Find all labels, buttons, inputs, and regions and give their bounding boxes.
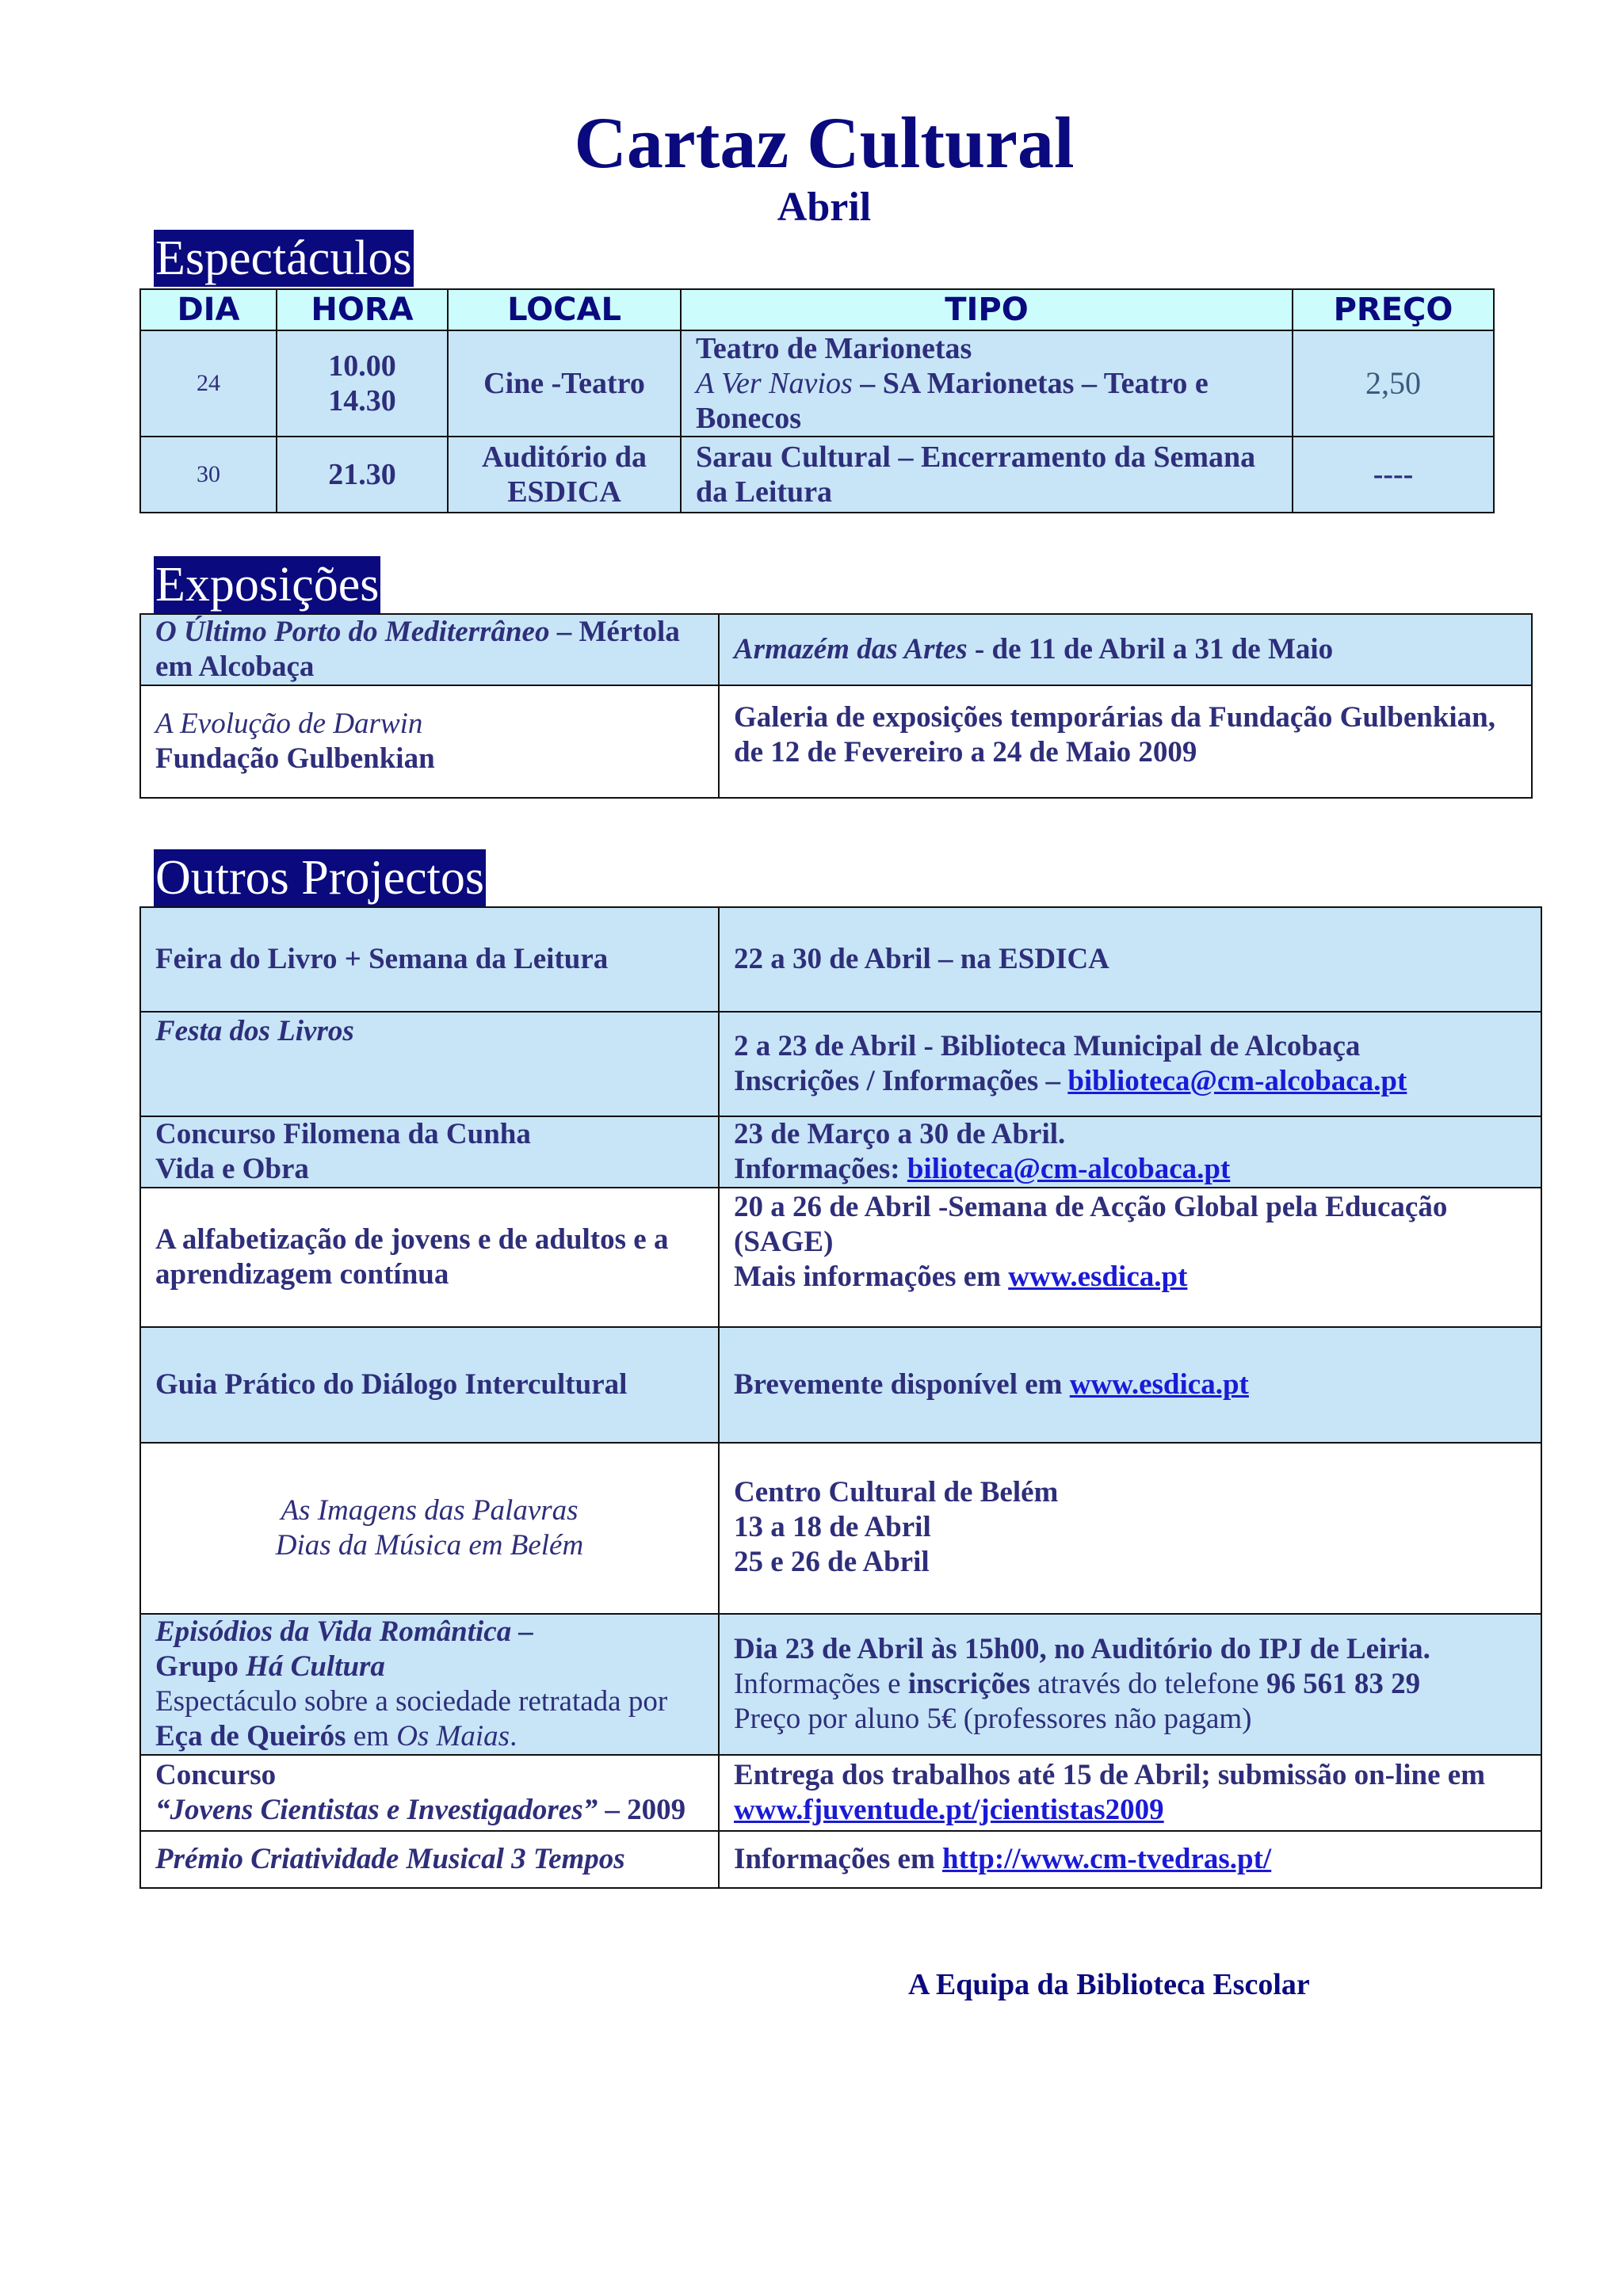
exposicoes-table: [139, 613, 1533, 799]
page-title: Cartaz Cultural: [574, 102, 1075, 183]
info-prefix: Inscrições / Informações –: [734, 1065, 1068, 1097]
projecto-info: [719, 1614, 1541, 1755]
email-link[interactable]: biblioteca@cm-alcobaca.pt: [1067, 1065, 1407, 1097]
name-part: em: [346, 1720, 397, 1753]
column-header-local: LOCAL: [448, 289, 681, 330]
outros-table: [139, 906, 1542, 1889]
info-line: 25 e 26 de Abril: [734, 1546, 930, 1578]
exposicao-venue: Fundação Gulbenkian: [155, 742, 435, 775]
projecto-name: Feira do Livro + Semana da Leitura: [140, 907, 719, 1012]
exposicao-info-cell: [719, 614, 1532, 685]
table-row: [140, 1327, 1541, 1443]
table-row: [140, 1116, 1541, 1188]
name-part: Há Cultura: [246, 1650, 385, 1683]
projecto-name: [140, 1116, 719, 1188]
table-row: [140, 1012, 1541, 1116]
projecto-name: Prémio Criatividade Musical 3 Tempos: [140, 1831, 719, 1888]
name-line: Espectáculo sobre a sociedade retratada por: [155, 1685, 668, 1718]
projecto-name: A alfabetização de jovens e de adultos e a aprendizagem contínua: [140, 1188, 719, 1327]
section-heading-outros: Outros Projectos: [155, 851, 485, 905]
name-part: .: [510, 1720, 517, 1753]
info-line: [734, 1260, 1526, 1295]
column-header-tipo: TIPO: [681, 289, 1293, 330]
website-link[interactable]: www.esdica.pt: [1008, 1261, 1188, 1293]
name-line: Vida e Obra: [155, 1153, 309, 1185]
info-prefix: Informações em: [734, 1843, 943, 1875]
projecto-name: [140, 1755, 719, 1831]
info-line: 23 de Março a 30 de Abril.: [734, 1118, 1066, 1150]
info-prefix: Mais informações em: [734, 1261, 1009, 1293]
exposicao-venue: Armazém das Artes: [734, 633, 968, 666]
info-part: através do telefone: [1029, 1668, 1266, 1700]
name-line: Episódios da Vida Romântica –: [155, 1615, 533, 1648]
table-row: [140, 1188, 1541, 1327]
name-part: Grupo: [155, 1650, 246, 1683]
cell-preco: 2,50: [1293, 330, 1494, 437]
email-link[interactable]: bilioteca@cm-alcobaca.pt: [907, 1153, 1231, 1185]
hora-line: 10.00: [328, 349, 396, 383]
cell-local: Cine -Teatro: [448, 330, 681, 437]
info-line: Centro Cultural de Belém: [734, 1476, 1059, 1508]
cell-local: Auditório da ESDICA: [448, 437, 681, 513]
name-line: [155, 1650, 704, 1684]
name-line: [155, 1719, 704, 1754]
cell-hora: 21.30: [277, 437, 448, 513]
name-part: Os Maias: [396, 1720, 510, 1753]
name-line: [155, 1793, 704, 1828]
column-header-dia: DIA: [140, 289, 277, 330]
exposicao-info-cell: Galeria de exposições temporárias da Fundação Gulbenkian, de 12 de Fevereiro a 24 de Maio 2009: [719, 685, 1532, 798]
name-part: “Jovens Cientistas e Investigadores”: [155, 1794, 598, 1826]
section-heading-exposicoes: Exposições: [155, 558, 380, 612]
exposicao-title: O Último Porto do Mediterrâneo: [155, 616, 550, 648]
table-row: [140, 437, 1494, 513]
info-part: inscrições: [907, 1668, 1030, 1700]
cell-tipo: [681, 330, 1293, 437]
table-row: [140, 330, 1494, 437]
tipo-line: Teatro de Marionetas: [696, 332, 972, 365]
info-line: [734, 1152, 1526, 1187]
exposicao-title-rest: – Mértola em Alcobaça: [155, 616, 680, 683]
projecto-info: [719, 1116, 1541, 1188]
projecto-info: [719, 1755, 1541, 1831]
exposicao-dates: - de 11 de Abril a 31 de Maio: [967, 633, 1334, 666]
info-part: Entrega dos trabalhos até: [734, 1759, 1063, 1791]
hora-line: 14.30: [328, 384, 396, 418]
table-row: [140, 907, 1541, 1012]
projecto-info: [719, 1327, 1541, 1443]
website-link[interactable]: www.fjuventude.pt/jcientistas2009: [734, 1794, 1164, 1826]
info-line: [734, 1793, 1526, 1828]
tipo-italic: A Ver Navios: [696, 367, 853, 400]
projecto-info: [719, 1831, 1541, 1888]
info-prefix: Informações:: [734, 1153, 907, 1185]
projecto-info: [719, 1188, 1541, 1327]
espectaculos-table: [139, 288, 1495, 513]
projecto-name: Guia Prático do Diálogo Intercultural: [140, 1327, 719, 1443]
info-line: [734, 1667, 1526, 1702]
section-heading-espectaculos: Espectáculos: [155, 231, 412, 285]
projecto-name: [140, 1614, 719, 1755]
info-prefix: Brevemente disponível em: [734, 1368, 1070, 1401]
footer-signature: A Equipa da Biblioteca Escolar: [908, 1968, 1310, 2001]
table-header-row: [140, 289, 1494, 330]
table-row: [140, 1443, 1541, 1614]
exposicao-title-cell: [140, 685, 719, 798]
info-line: Dia 23 de Abril às 15h00, no Auditório do IPJ de Leiria.: [734, 1633, 1430, 1665]
table-row: [140, 614, 1532, 685]
info-line: [734, 1758, 1526, 1793]
phone-number: 96 561 83 29: [1266, 1668, 1421, 1700]
info-line: 2 a 23 de Abril - Biblioteca Municipal de Alcobaça: [734, 1030, 1361, 1062]
table-row: [140, 1614, 1541, 1755]
name-line: Dias da Música em Belém: [275, 1529, 584, 1562]
website-link[interactable]: www.esdica.pt: [1069, 1368, 1249, 1401]
tipo-line: [696, 366, 1277, 436]
cell-tipo: Sarau Cultural – Encerramento da Semana da Leitura: [681, 437, 1293, 513]
info-line: [734, 1064, 1526, 1099]
exposicao-title: A Evolução de Darwin: [155, 707, 423, 740]
info-line: Preço por aluno 5€ (professores não pagam): [734, 1703, 1252, 1735]
page-subtitle: Abril: [777, 185, 872, 230]
projecto-info: [719, 1012, 1541, 1116]
info-line: 13 a 18 de Abril: [734, 1511, 931, 1543]
info-part: Informações e: [734, 1668, 908, 1700]
name-line: Concurso Filomena da Cunha: [155, 1118, 531, 1150]
column-header-hora: HORA: [277, 289, 448, 330]
table-row: [140, 1755, 1541, 1831]
cell-dia: 30: [140, 437, 277, 513]
projecto-name: [140, 1443, 719, 1614]
projecto-info: 22 a 30 de Abril – na ESDICA: [719, 907, 1541, 1012]
name-part: – 2009: [598, 1794, 686, 1826]
cell-preco: ----: [1293, 437, 1494, 513]
info-line: 20 a 26 de Abril -Semana de Acção Global pela Educação (SAGE): [734, 1191, 1448, 1258]
column-header-preco: PREÇO: [1293, 289, 1494, 330]
cell-hora: [277, 330, 448, 437]
name-line: As Imagens das Palavras: [281, 1494, 579, 1527]
table-row: [140, 1831, 1541, 1888]
website-link[interactable]: http://www.cm-tvedras.pt/: [942, 1843, 1272, 1875]
projecto-info: [719, 1443, 1541, 1614]
table-row: [140, 685, 1532, 798]
tipo-rest: – SA Marionetas – Teatro e Bonecos: [696, 367, 1209, 435]
name-part: Eça de Queirós: [155, 1720, 346, 1753]
info-part: ; submissão on-line em: [1201, 1759, 1486, 1791]
projecto-name: Festa dos Livros: [140, 1012, 719, 1116]
exposicao-title-cell: [140, 614, 719, 685]
info-part: 15 de Abril: [1062, 1759, 1201, 1791]
cell-dia: 24: [140, 330, 277, 437]
name-line: Concurso: [155, 1759, 277, 1791]
